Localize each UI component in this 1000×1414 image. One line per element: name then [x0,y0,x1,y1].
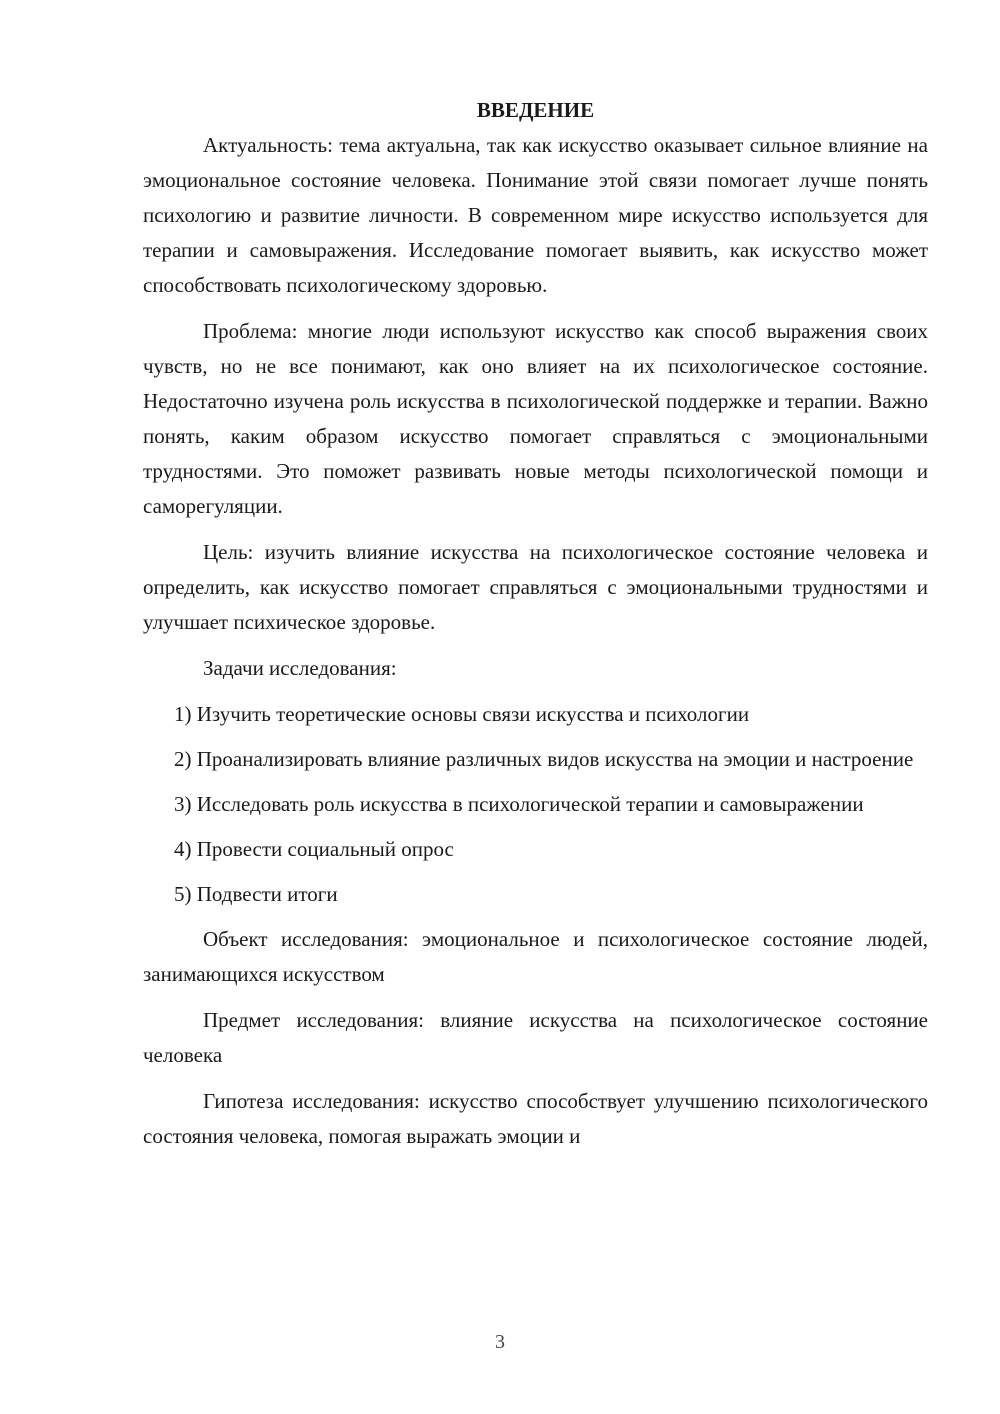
task-item-3: 3) Исследовать роль искусства в психологической терапии и самовыражении [174,792,864,816]
page-number: 3 [495,1331,505,1353]
task-item-2: 2) Проанализировать влияние различных видов искусства на эмоции и настроение [174,747,914,771]
paragraph-problem: Проблема: многие люди используют искусство как способ выражения своих чувств, но не все понимают, как оно влияет на их психологическое состояние. Недостаточно изучена роль искусства в психологической поддержке и терапии. Важно понять, каким образом искусство помогает справляться с эмоциональными трудностями. Это поможет развивать новые методы психологической помощи и саморегуляции. [143,319,928,518]
paragraph-object: Объект исследования: эмоциональное и психологическое состояние людей, занимающихся искусством [143,927,928,986]
task-item-5: 5) Подвести итоги [174,882,338,906]
section-title: ВВЕДЕНИЕ [476,98,595,122]
document-page [143,93,928,1154]
paragraph-goal: Цель: изучить влияние искусства на психологическое состояние человека и определить, как искусство помогает справляться с эмоциональными трудностями и улучшает психическое здоровье. [143,540,928,634]
task-item-4: 4) Провести социальный опрос [174,837,454,861]
task-item-1: 1) Изучить теоретические основы связи искусства и психологии [174,702,750,726]
paragraph-relevance: Актуальность: тема актуальна, так как искусство оказывает сильное влияние на эмоциональное состояние человека. Понимание этой связи помогает лучше понять психологию и развитие личности. В современном мире искусство используется для терапии и самовыражения. Исследование помогает выявить, как искусство может способствовать психологическому здоровью. [143,133,928,297]
tasks-heading: Задачи исследования: [203,656,397,680]
paragraph-subject: Предмет исследования: влияние искусства на психологическое состояние человека [143,1008,928,1067]
paragraph-hypothesis: Гипотеза исследования: искусство способствует улучшению психологического состояния человека, помогая выражать эмоции и [143,1089,928,1148]
